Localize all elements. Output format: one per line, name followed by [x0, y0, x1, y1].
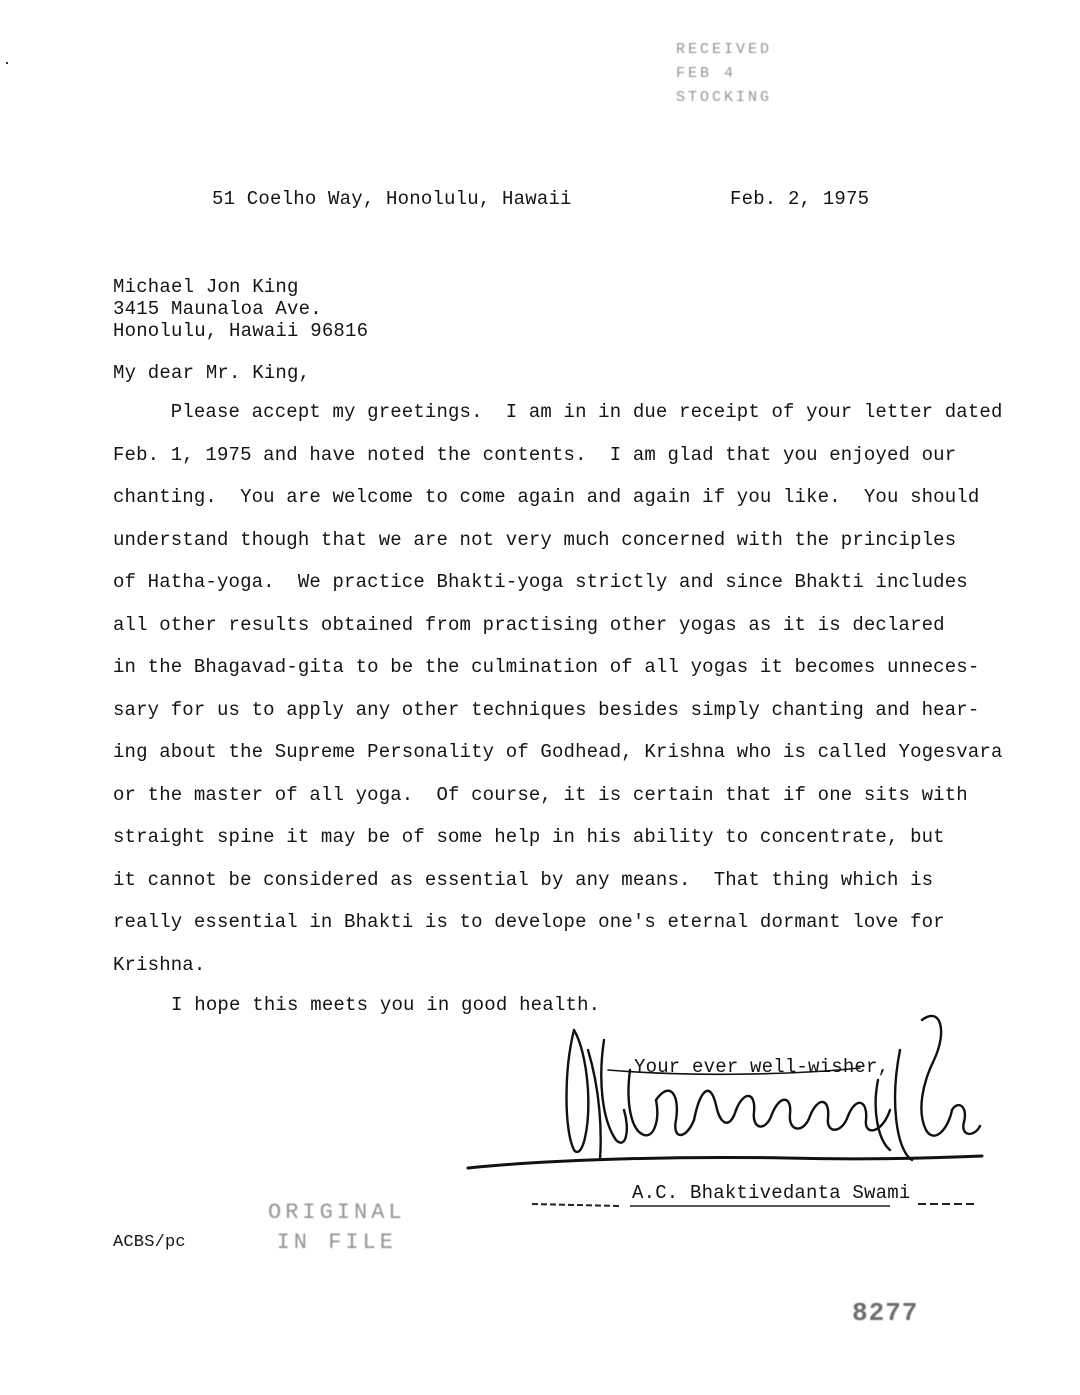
recipient-name: Michael Jon King	[113, 276, 299, 298]
body-line: in the Bhagavad-gita to be the culmination of all yogas it becomes unneces-	[113, 656, 980, 678]
body-line: really essential in Bhakti is to develope one's eternal dormant love for	[113, 911, 945, 933]
letter-date: Feb. 2, 1975	[730, 188, 870, 210]
typist-initials: ACBS/pc	[113, 1233, 186, 1252]
body-line: Feb. 1, 1975 and have noted the contents. I am glad that you enjoyed our	[113, 444, 957, 466]
sender-address: 51 Coelho Way, Honolulu, Hawaii	[212, 188, 572, 210]
received-stamp: RECEIVED FEB 4 STOCKING	[676, 41, 773, 106]
body-line: ing about the Supreme Personality of Godhead, Krishna who is called Yogesvara	[113, 741, 1003, 763]
document-number-stamp: 8277	[852, 1298, 919, 1328]
body-line: Krishna.	[113, 954, 206, 976]
body-line: of Hatha-yoga. We practice Bhakti-yoga strictly and since Bhakti includes	[113, 571, 968, 593]
margin-speck	[6, 62, 8, 64]
body-line: sary for us to apply any other techniques besides simply chanting and hear-	[113, 699, 980, 721]
body-line: chanting. You are welcome to come again and again if you like. You should	[113, 486, 980, 508]
body-line: or the master of all yoga. Of course, it is certain that if one sits with	[113, 784, 968, 806]
body-line: straight spine it may be of some help in his ability to concentrate, but	[113, 826, 945, 848]
body-line: all other results obtained from practising other yogas as it is declared	[113, 614, 945, 636]
salutation: My dear Mr. King,	[113, 362, 311, 384]
closing-line: I hope this meets you in good health.	[113, 994, 601, 1016]
handwritten-signature	[560, 1010, 990, 1210]
recipient-city: Honolulu, Hawaii 96816	[113, 320, 369, 342]
recipient-street: 3415 Maunaloa Ave.	[113, 298, 322, 320]
original-in-file-stamp: ORIGINAL IN FILE	[268, 1200, 406, 1255]
body-line: it cannot be considered as essential by any means. That thing which is	[113, 869, 934, 891]
body-line: Please accept my greetings. I am in in due receipt of your letter dated	[113, 401, 1003, 423]
complimentary-close: Your ever well-wisher,	[634, 1056, 890, 1078]
signature-underline	[466, 1148, 986, 1178]
signer-name: A.C. Bhaktivedanta Swami	[632, 1182, 911, 1204]
body-line: understand though that we are not very much concerned with the principles	[113, 529, 957, 551]
